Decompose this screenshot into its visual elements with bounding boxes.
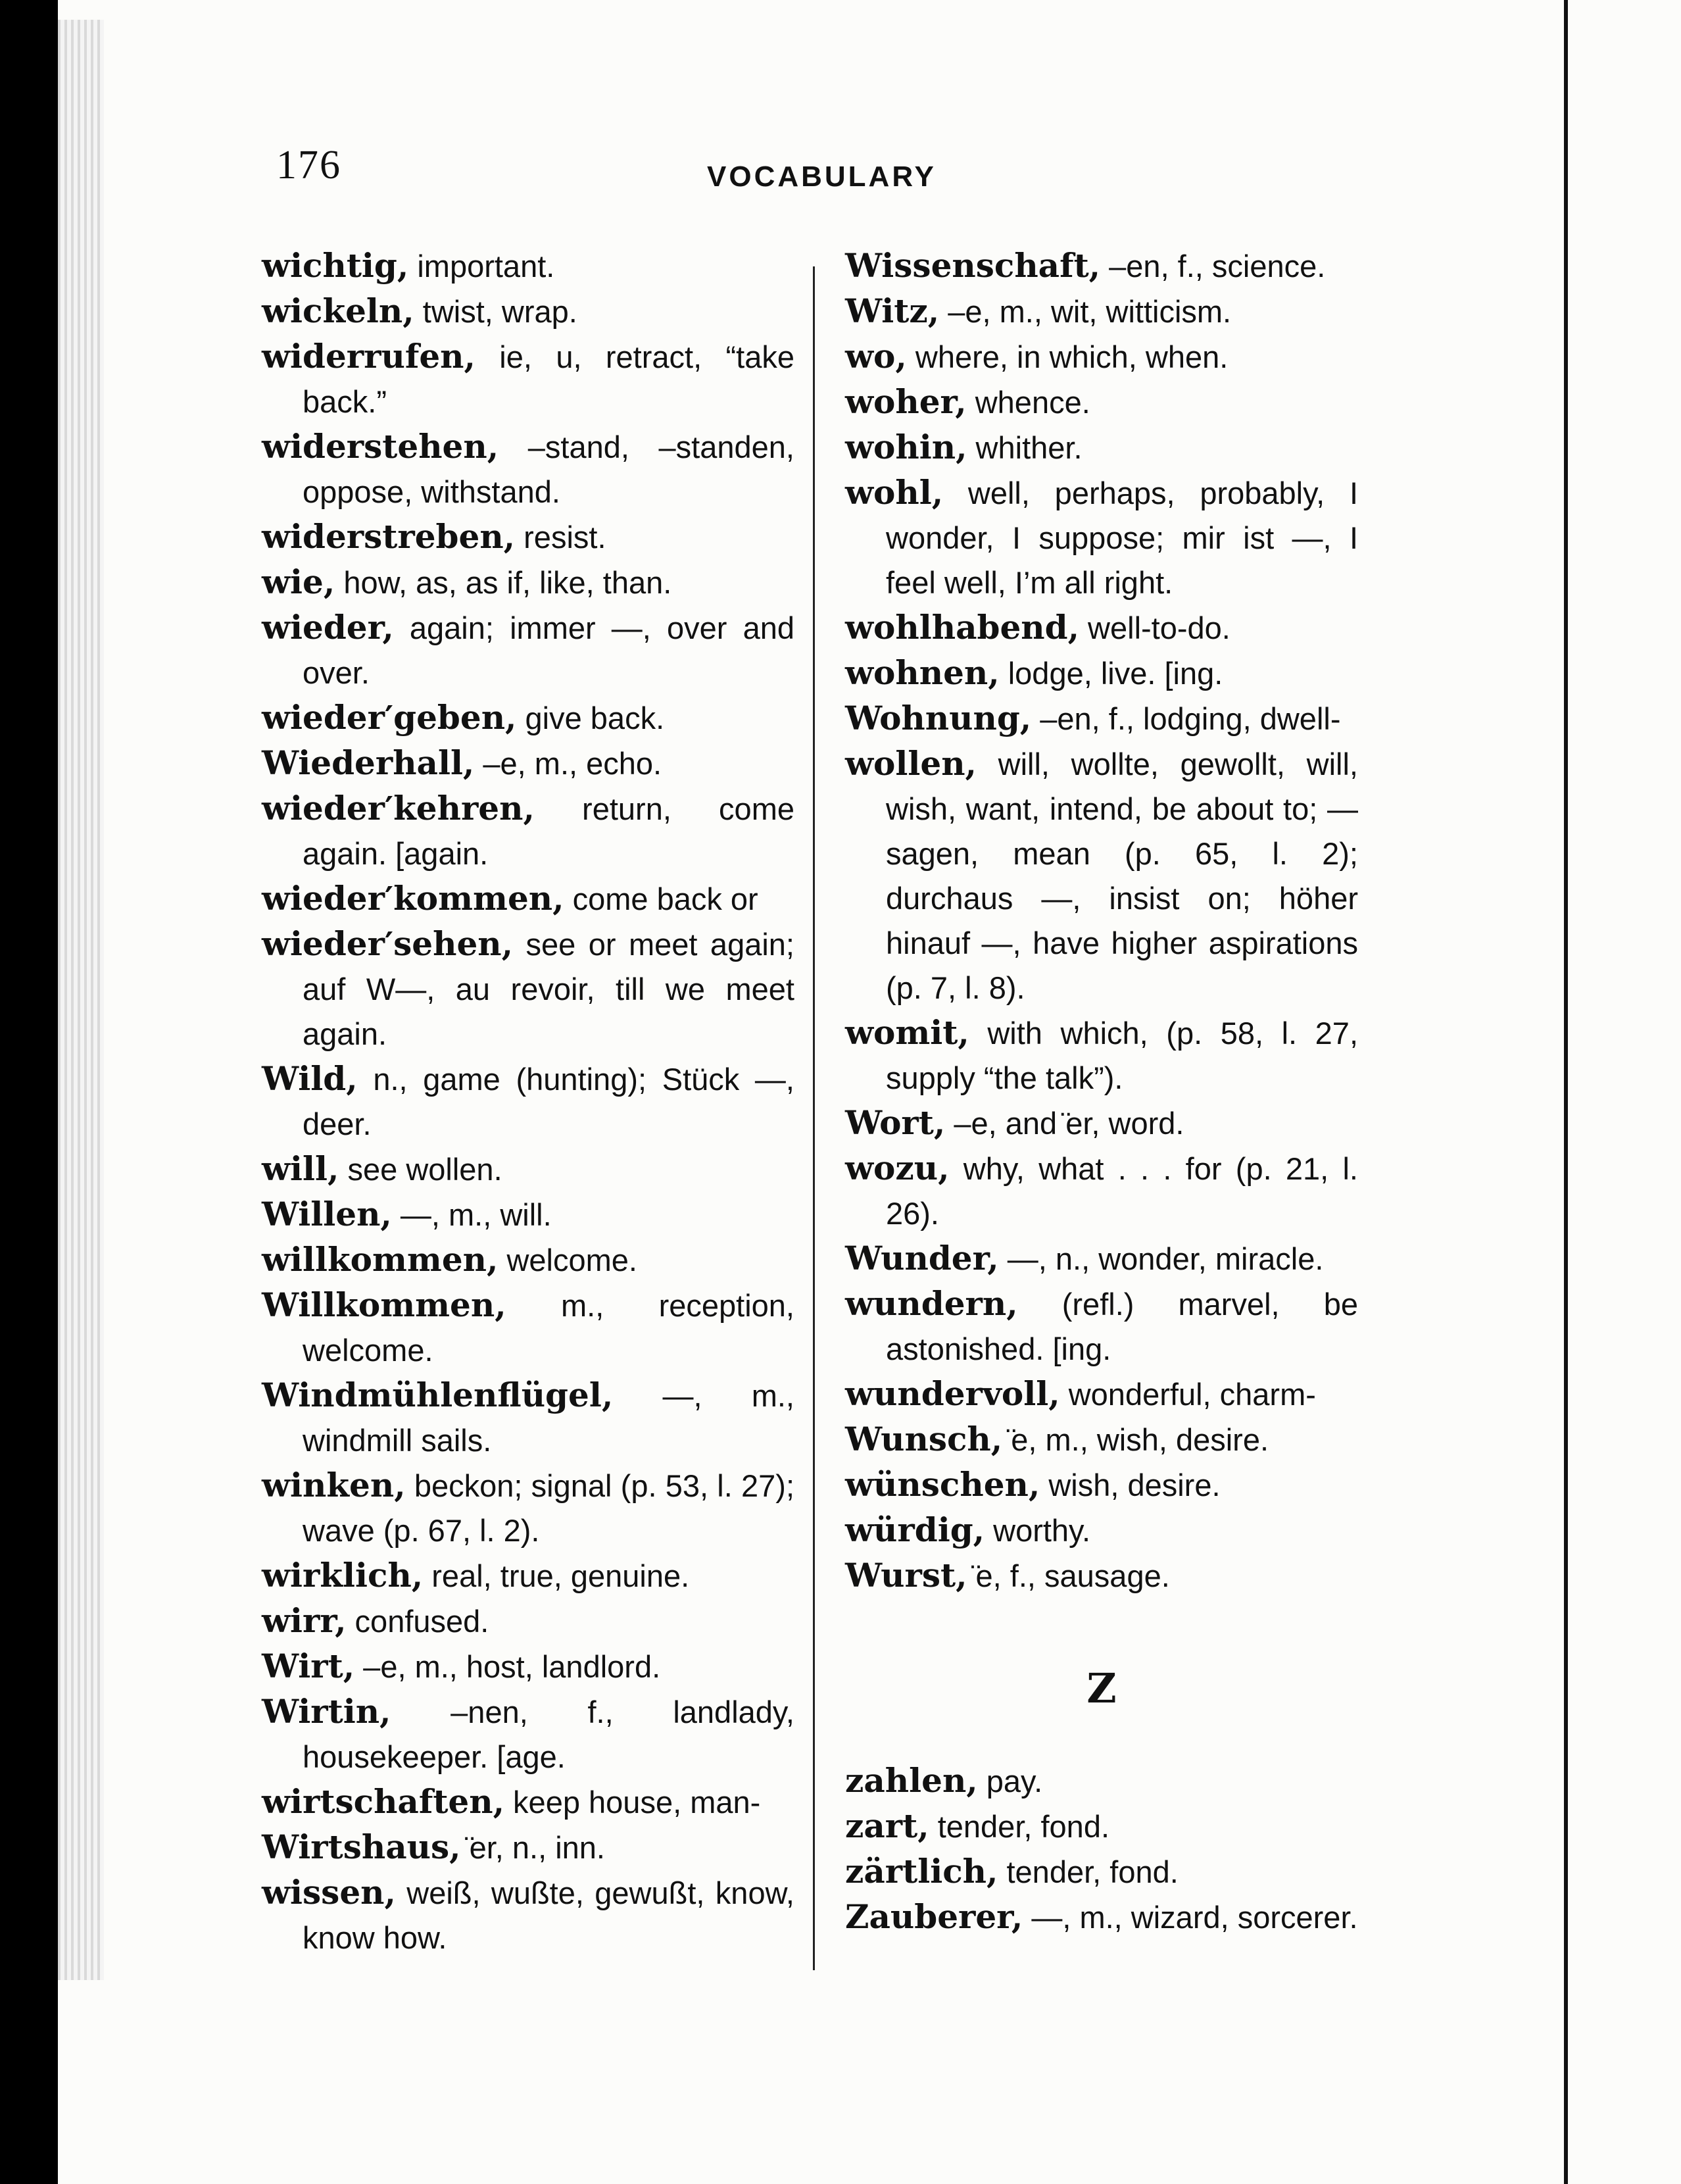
headword: womit, bbox=[845, 1013, 969, 1052]
vocab-entry bbox=[845, 1758, 1358, 1804]
definition: twist, wrap. bbox=[414, 294, 577, 329]
definition: real, true, genuine. bbox=[423, 1558, 690, 1593]
definition: pay. bbox=[977, 1764, 1043, 1799]
definition: worthy. bbox=[985, 1513, 1091, 1548]
definition: –nen, f., landlady, housekeeper. [age. bbox=[303, 1695, 794, 1774]
definition: tender, fond. bbox=[998, 1854, 1179, 1889]
vocab-entry bbox=[262, 1825, 794, 1870]
headword: Witz, bbox=[845, 291, 940, 330]
headword: zahlen, bbox=[845, 1761, 978, 1800]
definition: –e, and ̈er, word. bbox=[945, 1106, 1184, 1141]
definition: why, what . . . for (p. 21, l. 26). bbox=[886, 1151, 1358, 1231]
definition: beckon; signal (p. 53, l. 27); wave (p. 67, l. 2). bbox=[303, 1468, 794, 1548]
vocab-entry bbox=[845, 289, 1358, 334]
headword: wundervoll, bbox=[845, 1374, 1060, 1413]
definition: well-to-do. bbox=[1079, 610, 1230, 645]
vocab-entry bbox=[845, 1010, 1358, 1101]
definition: ̈e, f., sausage. bbox=[967, 1558, 1170, 1593]
vocab-entry bbox=[262, 605, 794, 695]
definition: see or meet again; auf W—, au revoir, till we meet again. bbox=[303, 927, 794, 1051]
definition: well, perhaps, probably, I wonder, I suppose; mir ist —, I feel well, I’m all right. bbox=[886, 476, 1358, 600]
headword: zärtlich, bbox=[845, 1852, 998, 1891]
headword: wohlhabend, bbox=[845, 608, 1079, 647]
vocab-entry bbox=[262, 424, 794, 514]
headword: wirr, bbox=[262, 1601, 347, 1640]
vocab-entry bbox=[262, 922, 794, 1056]
headword: wozu, bbox=[845, 1149, 950, 1187]
vocab-entry bbox=[262, 514, 794, 560]
vocab-entry bbox=[845, 1236, 1358, 1281]
headword: wünschen, bbox=[845, 1465, 1040, 1504]
definition: confused. bbox=[346, 1604, 489, 1639]
headword: wickeln, bbox=[262, 291, 414, 330]
headword: Willkommen, bbox=[262, 1285, 506, 1324]
vocab-entry bbox=[845, 1804, 1358, 1849]
headword: wieder′kehren, bbox=[262, 789, 535, 828]
headword: Zauberer, bbox=[845, 1897, 1023, 1936]
definition: tender, fond. bbox=[929, 1809, 1110, 1844]
vocab-entry bbox=[262, 243, 794, 289]
running-title: VOCABULARY bbox=[707, 161, 937, 193]
page-edges bbox=[58, 20, 104, 1980]
vocab-entry bbox=[845, 1553, 1358, 1599]
headword: will, bbox=[262, 1149, 339, 1188]
vocab-entry bbox=[262, 1644, 794, 1689]
headword: winken, bbox=[262, 1466, 406, 1504]
headword: widerrufen, bbox=[262, 337, 475, 376]
headword: wie, bbox=[262, 562, 335, 601]
left-column bbox=[262, 243, 794, 1960]
vocab-entry bbox=[845, 243, 1358, 289]
definition: –en, f., lodging, dwell- bbox=[1031, 701, 1341, 736]
vocab-entry bbox=[845, 1417, 1358, 1462]
definition: return, come again. [again. bbox=[303, 791, 794, 871]
column-divider bbox=[813, 266, 815, 1970]
headword: Wunder, bbox=[845, 1239, 999, 1278]
vocab-entry bbox=[262, 1056, 794, 1147]
vocab-entry bbox=[845, 380, 1358, 425]
vocab-entry bbox=[845, 1508, 1358, 1553]
definition: –e, m., wit, witticism. bbox=[939, 294, 1232, 329]
definition: (refl.) marvel, be astonished. [ing. bbox=[886, 1287, 1358, 1366]
headword: woher, bbox=[845, 382, 967, 421]
headword: Wissenschaft, bbox=[845, 246, 1101, 285]
vocab-entry bbox=[845, 1849, 1358, 1895]
headword: zart, bbox=[845, 1806, 929, 1845]
headword: wirtschaften, bbox=[262, 1782, 504, 1821]
vocab-entry bbox=[262, 1283, 794, 1373]
headword: Wirtin, bbox=[262, 1692, 391, 1731]
vocab-entry bbox=[845, 425, 1358, 470]
headword: Wirt, bbox=[262, 1647, 355, 1685]
vocab-entry bbox=[845, 334, 1358, 380]
definition: –e, m., echo. bbox=[474, 746, 662, 781]
headword: wieder′geben, bbox=[262, 698, 517, 737]
headword: wo, bbox=[845, 337, 907, 376]
vocab-entry bbox=[262, 876, 794, 922]
definition: –stand, –standen, oppose, withstand. bbox=[303, 430, 794, 509]
definition: —, m., will. bbox=[391, 1197, 552, 1232]
vocab-entry bbox=[845, 470, 1358, 605]
headword: wirklich, bbox=[262, 1556, 424, 1595]
definition: whither. bbox=[967, 430, 1083, 465]
definition: weiß, wußte, gewußt, know, know how. bbox=[303, 1875, 794, 1955]
headword: wohin, bbox=[845, 428, 967, 466]
headword: wohnen, bbox=[845, 653, 1000, 692]
vocab-entry bbox=[845, 1146, 1358, 1236]
vocab-entry bbox=[262, 289, 794, 334]
facing-page-edge bbox=[1564, 0, 1681, 2184]
definition: whence. bbox=[966, 385, 1090, 420]
vocab-entry bbox=[845, 1372, 1358, 1417]
definition: how, as, as if, like, than. bbox=[335, 565, 672, 600]
definition: come back or bbox=[564, 881, 758, 916]
headword: widerstehen, bbox=[262, 427, 499, 466]
right-column bbox=[845, 243, 1358, 1940]
definition: –en, f., science. bbox=[1100, 249, 1326, 284]
vocab-entry bbox=[262, 1192, 794, 1237]
headword: wieder, bbox=[262, 608, 394, 647]
headword: Willen, bbox=[262, 1195, 392, 1233]
vocab-entry bbox=[262, 334, 794, 424]
definition: where, in which, when. bbox=[906, 339, 1229, 374]
definition: ie, u, retract, “take back.” bbox=[303, 339, 794, 419]
headword: würdig, bbox=[845, 1510, 985, 1549]
definition: —, n., wonder, miracle. bbox=[998, 1241, 1324, 1276]
headword: Wurst, bbox=[845, 1556, 967, 1595]
vocab-entry bbox=[262, 786, 794, 876]
vocab-entry bbox=[262, 1779, 794, 1825]
headword: Wiederhall, bbox=[262, 743, 475, 782]
definition: wish, desire. bbox=[1040, 1468, 1221, 1502]
vocab-entry bbox=[262, 1373, 794, 1463]
vocab-entry bbox=[845, 651, 1358, 696]
page-number: 176 bbox=[276, 143, 341, 187]
definition: lodge, live. [ing. bbox=[999, 656, 1223, 691]
definition: important. bbox=[408, 249, 555, 284]
headword: wichtig, bbox=[262, 246, 409, 285]
vocab-entry bbox=[262, 1237, 794, 1283]
vocab-entry bbox=[262, 1689, 794, 1779]
vocab-entry bbox=[845, 696, 1358, 741]
headword: willkommen, bbox=[262, 1240, 499, 1279]
definition: welcome. bbox=[498, 1243, 637, 1278]
definition: with which, (p. 58, l. 27, supply “the talk”). bbox=[886, 1016, 1358, 1095]
definition: give back. bbox=[516, 701, 665, 735]
vocab-entry bbox=[262, 560, 794, 605]
headword: Wohnung, bbox=[845, 699, 1032, 737]
vocab-entry bbox=[262, 1870, 794, 1960]
headword: wundern, bbox=[845, 1284, 1018, 1323]
headword: wohl, bbox=[845, 473, 944, 512]
vocab-entry bbox=[262, 1553, 794, 1599]
definition: ̈er, n., inn. bbox=[460, 1830, 605, 1865]
definition: n., game (hunting); Stück —, deer. bbox=[303, 1062, 794, 1141]
vocab-entry bbox=[845, 1462, 1358, 1508]
headword: Wunsch, bbox=[845, 1420, 1003, 1458]
headword: wieder′sehen, bbox=[262, 924, 514, 963]
definition: wonderful, charm- bbox=[1060, 1377, 1316, 1412]
definition: —, m., windmill sails. bbox=[303, 1378, 794, 1458]
definition: resist. bbox=[515, 520, 606, 555]
definition: again; immer —, over and over. bbox=[303, 610, 794, 690]
headword: wollen, bbox=[845, 744, 977, 783]
vocab-entry bbox=[262, 741, 794, 786]
definition: see wollen. bbox=[339, 1152, 502, 1187]
definition: m., reception, welcome. bbox=[303, 1288, 794, 1368]
headword: Wirtshaus, bbox=[262, 1827, 461, 1866]
vocab-entry bbox=[845, 741, 1358, 1010]
definition: will, wollte, gewollt, will, wish, want, intend, be about to; — sagen, mean (p. 65, l. 2); durchaus —, insist on; höher hinauf —, have higher aspirations (p. 7, l. 8). bbox=[886, 747, 1358, 1005]
vocab-entry bbox=[262, 695, 794, 741]
section-letter: Z bbox=[1086, 1664, 1117, 1712]
vocab-entry bbox=[845, 605, 1358, 651]
vocab-entry bbox=[262, 1147, 794, 1192]
vocab-entry bbox=[845, 1895, 1358, 1940]
headword: Wort, bbox=[845, 1103, 946, 1142]
definition: —, m., wizard, sorcerer. bbox=[1023, 1900, 1358, 1935]
definition: –e, m., host, landlord. bbox=[354, 1649, 661, 1684]
vocab-entry bbox=[262, 1463, 794, 1553]
definition: keep house, man- bbox=[504, 1785, 761, 1820]
headword: wissen, bbox=[262, 1873, 396, 1912]
vocab-entry bbox=[845, 1101, 1358, 1146]
headword: wieder′kommen, bbox=[262, 879, 564, 918]
headword: Wild, bbox=[262, 1059, 358, 1098]
headword: widerstreben, bbox=[262, 517, 516, 556]
vocab-entry bbox=[262, 1599, 794, 1644]
definition: ̈e, m., wish, desire. bbox=[1002, 1422, 1269, 1457]
headword: Windmühlenflügel, bbox=[262, 1376, 614, 1414]
vocab-entry bbox=[845, 1281, 1358, 1372]
